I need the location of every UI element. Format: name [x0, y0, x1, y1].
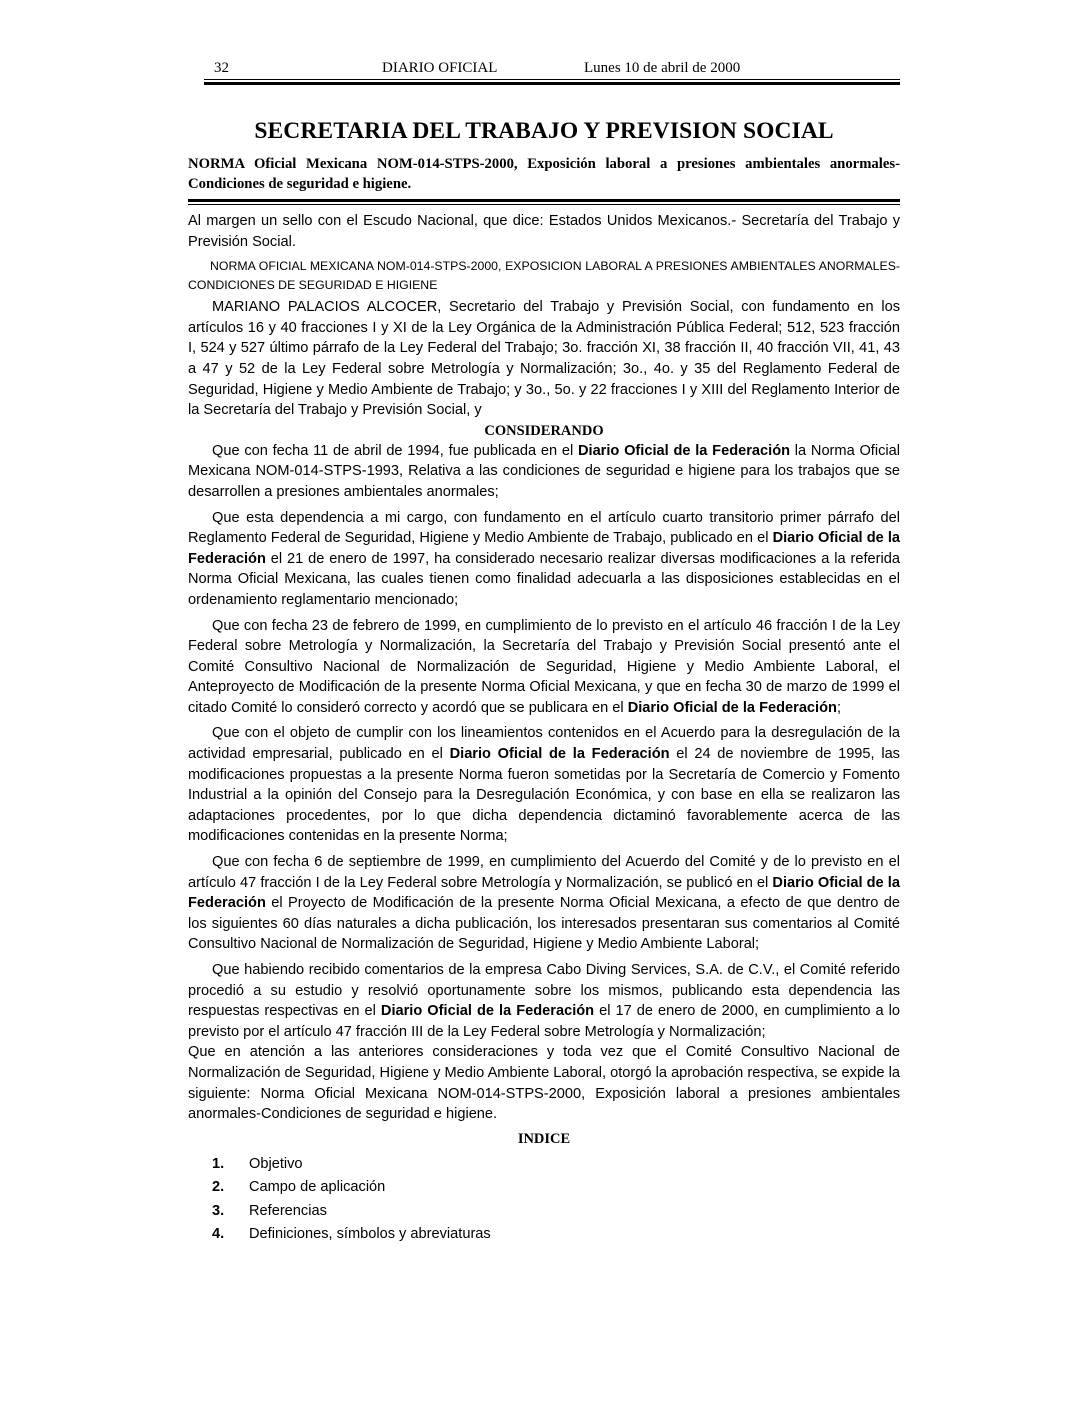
- dof-reference: Diario Oficial de la Federación: [188, 530, 900, 567]
- index-label: Referencias: [249, 1202, 327, 1219]
- indice-heading: INDICE: [517, 1130, 571, 1147]
- caps-title-paragraph: NORMA OFICIAL MEXICANA NOM-014-STPS-2000, EXPOSICION LABORAL A PRESIONES AMBIENTALES ANORMALES-CONDICIONES DE SEGURIDAD E HIGIENE: [188, 259, 900, 293]
- index-item: [188, 1176, 900, 1200]
- index-label: Definiciones, símbolos y abreviaturas: [249, 1226, 491, 1243]
- page-header: [188, 56, 900, 78]
- index-number: 3.: [212, 1202, 225, 1219]
- considerando-heading: CONSIDERANDO: [484, 422, 604, 439]
- dof-reference: Diario Oficial de la Federación: [380, 1003, 595, 1020]
- norma-title: NORMA Oficial Mexicana NOM-014-STPS-2000, Exposición laboral a presiones ambientales anormales-Condiciones de seguridad e higiene.: [188, 156, 900, 192]
- signatory-paragraph: MARIANO PALACIOS ALCOCER, Secretario del Trabajo y Previsión Social, con fundamento en los artículos 16 y 40 fracciones I y XI de la Ley Orgánica de la Administración Pública Federal; 512, 523 fracción I, 524 y 527 último párrafo de la Ley Federal del Trabajo; 3o. fracción XI, 38 fracción II, 40 fracción VII, 41, 43 a 47 y 52 de la Ley Federal sobre Metrología y Normalización; 3o., 4o. y 35 del Reglamento Federal de Seguridad, Higiene y Medio Ambiente de Trabajo; y 3o., 5o. y 22 fracciones I y XIII del Reglamento Interior de la Secretaría del Trabajo y Previsión Social, y: [188, 299, 900, 419]
- considerando-paragraph-3: Que con fecha 23 de febrero de 1999, en cumplimiento de lo previsto en el artículo 46 fracción I de la Ley Federal sobre Metrología y Normalización, la Secretaría del Trabajo y Previsión Social presentó ante el Comité Consultivo Nacional de Normalización de Seguridad, Higiene y Medio Ambiente Laboral, el Anteproyecto de Modificación de la presente Norma Oficial Mexicana, y que en fecha 30 de marzo de 1999 el citado Comité lo consideró correcto y acordó que se publicara en el Diario Oficial de la Federación;: [188, 617, 900, 716]
- title-rule: [188, 199, 900, 205]
- considerando-paragraph-1: Que con fecha 11 de abril de 1994, fue publicada en el Diario Oficial de la Federación la Norma Oficial Mexicana NOM-014-STPS-1993, Relativa a las condiciones de seguridad e higiene para los trabajos que se desarrollen a presiones ambientales anormales;: [188, 442, 900, 500]
- seal-paragraph: Al margen un sello con el Escudo Nacional, que dice: Estados Unidos Mexicanos.- Secretaría del Trabajo y Previsión Social.: [188, 213, 900, 250]
- publication-name: DIARIO OFICIAL: [382, 60, 498, 76]
- index-number: 2.: [212, 1179, 225, 1196]
- considerando-paragraph-5: Que con fecha 6 de septiembre de 1999, en cumplimiento del Acuerdo del Comité y de lo previsto en el artículo 47 fracción I de la Ley Federal sobre Metrología y Normalización, se publicó en el Diario Oficial de la Federación el Proyecto de Modificación de la presente Norma Oficial Mexicana, a efecto de que dentro de los siguientes 60 días naturales a dicha publicación, los interesados presentaran sus comentarios al Comité Consultivo Nacional de Normalización de Seguridad, Higiene y Medio Ambiente Laboral;: [188, 854, 900, 953]
- publication-date: Lunes 10 de abril de 2000: [584, 60, 741, 76]
- section-title: SECRETARIA DEL TRABAJO Y PREVISION SOCIAL: [254, 118, 834, 144]
- considerando-paragraph-7: Que en atención a las anteriores consideraciones y toda vez que el Comité Consultivo Nacional de Normalización de Seguridad, Higiene y Medio Ambiente Laboral, otorgó la aprobación respectiva, se expide la siguiente: Norma Oficial Mexicana NOM-014-STPS-2000, Exposición laboral a presiones ambientales anormales-Condiciones de seguridad e higiene.: [188, 1044, 900, 1123]
- index-label: Objetivo: [249, 1155, 303, 1172]
- dof-reference: Diario Oficial de la Federación: [577, 442, 791, 459]
- index-number: 1.: [212, 1155, 225, 1172]
- dof-reference: Diario Oficial de la Federación: [627, 699, 837, 716]
- index-list: [188, 1153, 900, 1247]
- index-item: [188, 1223, 900, 1247]
- considerando-paragraph-2: Que esta dependencia a mi cargo, con fundamento en el artículo cuarto transitorio primer párrafo del Reglamento Federal de Seguridad, Higiene y Medio Ambiente de Trabajo, publicado en el Diario Oficial de la Federación el 21 de enero de 1997, ha considerado necesario realizar diversas modificaciones a la referida Norma Oficial Mexicana, las cuales tienen como finalidad adecuarla a las disposiciones establecidas en el ordenamiento reglamentario mencionado;: [188, 509, 900, 608]
- page-number: 32: [214, 60, 229, 76]
- dof-reference: Diario Oficial de la Federación: [449, 746, 670, 763]
- document-page: [188, 56, 900, 1247]
- considerando-paragraph-6: Que habiendo recibido comentarios de la empresa Cabo Diving Services, S.A. de C.V., el Comité referido procedió a su estudio y resolvió oportunamente sobre los mismos, publicando esta dependencia las respuestas respectivas en el Diario Oficial de la Federación el 17 de enero de 2000, en cumplimiento a lo previsto por el artículo 47 fracción III de la Ley Federal sobre Metrología y Normalización;: [188, 962, 900, 1040]
- index-label: Campo de aplicación: [249, 1179, 386, 1196]
- considerando-paragraph-4: Que con el objeto de cumplir con los lineamientos contenidos en el Acuerdo para la desregulación de la actividad empresarial, publicado en el Diario Oficial de la Federación el 24 de noviembre de 1995, las modificaciones propuestas a la presente Norma fueron sometidas por la Secretaría de Comercio y Fomento Industrial a la opinión del Consejo para la Desregulación Económica, y con base en ella se realizaron las adaptaciones procedentes, por lo que dicha dependencia dictaminó favorablemente acerca de las modificaciones contenidas en la presente Norma;: [188, 725, 900, 845]
- index-number: 4.: [212, 1226, 225, 1243]
- dof-reference: Diario Oficial de la Federación: [188, 874, 900, 912]
- index-item: [188, 1153, 900, 1177]
- header-rule: [204, 79, 900, 85]
- index-item: [188, 1200, 900, 1224]
